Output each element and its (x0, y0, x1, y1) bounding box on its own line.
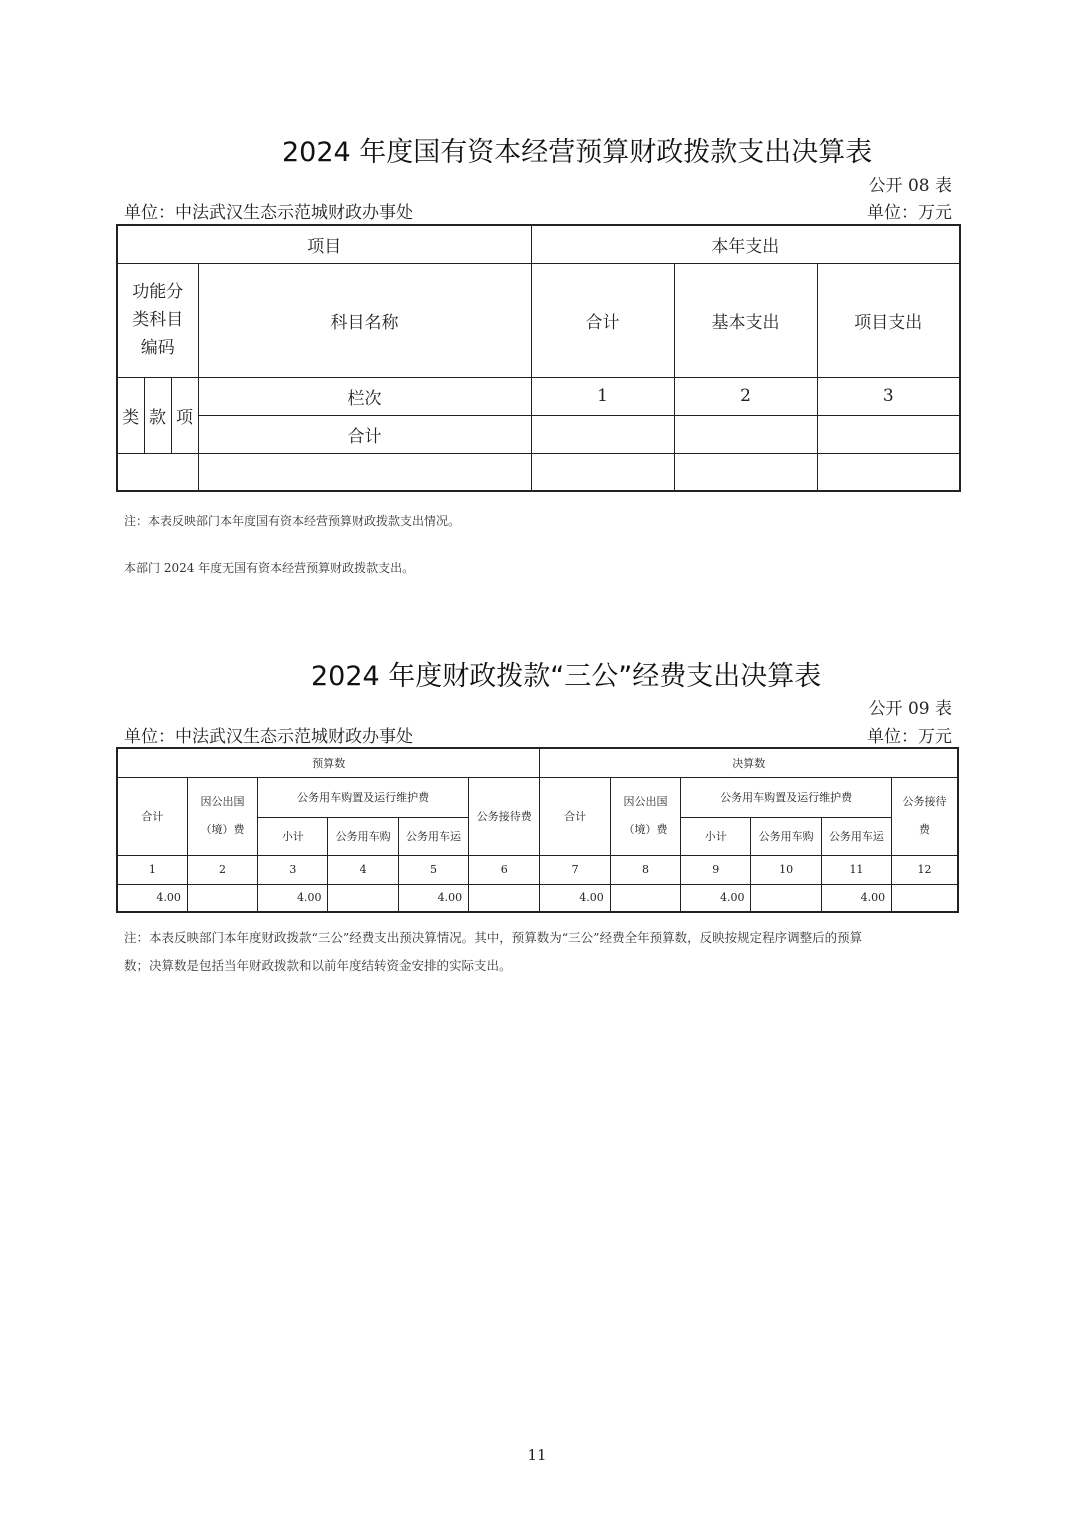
final-reception-line-2: 费 (919, 823, 931, 836)
header-basic-expense: 基本支出 (674, 263, 817, 377)
column-number: 7 (540, 855, 610, 884)
header-kuan: 款 (144, 377, 171, 453)
header-project-expense: 项目支出 (817, 263, 960, 377)
final-abroad-header (610, 777, 680, 855)
empty-code-cell (117, 453, 198, 491)
budget-subtotal-header: 小计 (258, 817, 328, 855)
column-number-3: 3 (817, 377, 960, 415)
budget-abroad-line-2: （境）费 (200, 823, 245, 836)
table-08-note: 注：本表反映部门本年度国有资本经营预算财政拨款支出情况。 (124, 514, 461, 528)
column-number: 11 (821, 855, 891, 884)
table-08-number: 公开 08 表 (868, 176, 952, 196)
header-year-expense: 本年支出 (531, 225, 960, 263)
value-cell: 4.00 (540, 884, 610, 912)
func-code-line-3: 编码 (140, 338, 175, 358)
column-number-1: 1 (531, 377, 674, 415)
column-number: 5 (398, 855, 468, 884)
value-cell: 4.00 (398, 884, 468, 912)
column-number: 1 (117, 855, 187, 884)
final-vehicle-buy-header: 公务用车购 (751, 817, 821, 855)
column-number: 3 (258, 855, 328, 884)
table-09-note-line-2: 数；决算数是包括当年财政拨款和以前年度结转资金安排的实际支出。 (124, 958, 512, 973)
value-cell (469, 884, 540, 912)
final-reception-header (892, 777, 958, 855)
table-09-number: 公开 09 表 (868, 699, 952, 719)
budget-abroad-line-1: 因公出国 (200, 795, 245, 808)
final-subtotal-header: 小计 (681, 817, 751, 855)
page-number: 11 (527, 1446, 547, 1464)
row-total-label: 合计 (198, 415, 531, 453)
table-09-title: 2024 年度财政拨款“三公”经费支出决算表 (311, 661, 822, 692)
header-final: 决算数 (540, 748, 958, 777)
budget-vehicle-buy-header: 公务用车购 (328, 817, 398, 855)
table-09-unit-org: 单位：中法武汉生态示范城财政办事处 (124, 727, 413, 747)
value-cell: 4.00 (681, 884, 751, 912)
value-cell: 4.00 (821, 884, 891, 912)
header-total: 合计 (531, 263, 674, 377)
empty-name-cell (198, 453, 531, 491)
final-vehicle-header: 公务用车购置及运行维护费 (681, 777, 892, 817)
table-08-no-expense-note: 本部门 2024 年度无国有资本经营预算财政拨款支出。 (124, 561, 415, 575)
table-09-unit-currency: 单位：万元 (867, 727, 952, 747)
row-column-number-label: 栏次 (198, 377, 531, 415)
final-abroad-line-1: 因公出国 (623, 795, 668, 808)
final-reception-line-1: 公务接待 (902, 795, 947, 808)
total-value-cell (531, 415, 674, 453)
budget-abroad-header (187, 777, 257, 855)
header-xiang: 项 (171, 377, 198, 453)
value-cell (610, 884, 680, 912)
table-08-unit-currency: 单位：万元 (867, 203, 952, 223)
func-code-line-2: 类科目 (132, 310, 184, 330)
func-code-line-1: 功能分 (132, 282, 184, 302)
header-lei: 类 (117, 377, 144, 453)
value-cell (892, 884, 958, 912)
column-number: 9 (681, 855, 751, 884)
final-vehicle-run-header: 公务用车运 (821, 817, 891, 855)
table-08-unit-org: 单位：中法武汉生态示范城财政办事处 (124, 203, 413, 223)
empty-cell (817, 453, 960, 491)
budget-reception-header: 公务接待费 (469, 777, 540, 855)
project-value-cell (817, 415, 960, 453)
table-09-note-line-1: 注：本表反映部门本年度财政拨款“三公”经费支出预决算情况。其中，预算数为“三公”经费全年预算数，反映按规定程序调整后的预算 (124, 930, 863, 945)
column-number: 6 (469, 855, 540, 884)
header-budget: 预算数 (117, 748, 540, 777)
budget-vehicle-header: 公务用车购置及运行维护费 (258, 777, 469, 817)
value-cell (187, 884, 257, 912)
column-number: 12 (892, 855, 958, 884)
column-number: 2 (187, 855, 257, 884)
final-abroad-line-2: （境）费 (623, 823, 668, 836)
basic-value-cell (674, 415, 817, 453)
final-total-header: 合计 (540, 777, 610, 855)
header-function-code (117, 263, 198, 377)
value-cell: 4.00 (117, 884, 187, 912)
column-number: 4 (328, 855, 398, 884)
state-capital-budget-table (116, 224, 961, 492)
value-cell (751, 884, 821, 912)
value-cell: 4.00 (258, 884, 328, 912)
header-project: 项目 (117, 225, 531, 263)
value-cell (328, 884, 398, 912)
budget-vehicle-run-header: 公务用车运 (398, 817, 468, 855)
table-08-title: 2024 年度国有资本经营预算财政拨款支出决算表 (282, 137, 873, 168)
column-number-2: 2 (674, 377, 817, 415)
empty-cell (531, 453, 674, 491)
column-number: 10 (751, 855, 821, 884)
empty-cell (674, 453, 817, 491)
three-public-expense-table (116, 747, 959, 913)
budget-total-header: 合计 (117, 777, 187, 855)
column-number: 8 (610, 855, 680, 884)
header-subject-name: 科目名称 (198, 263, 531, 377)
